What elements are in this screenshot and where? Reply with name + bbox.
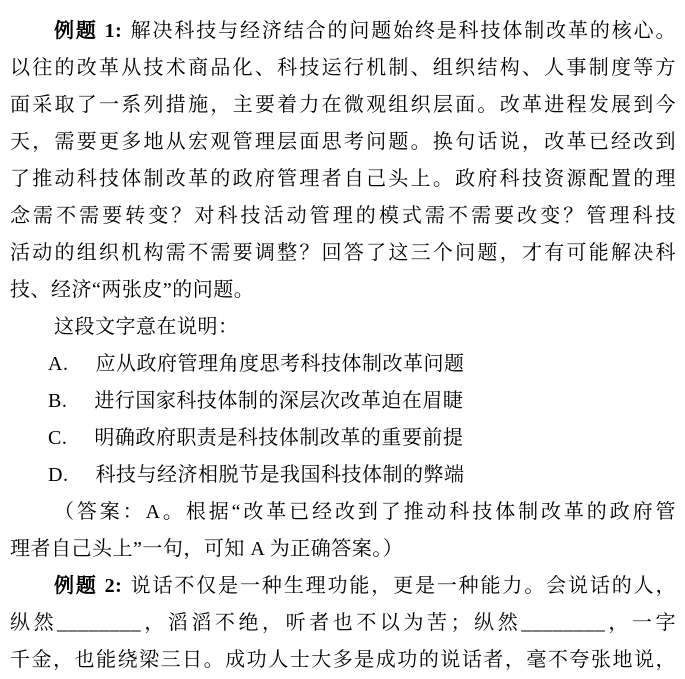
example1-body-line: 活动的组织机构需不需要调整？回答了这三个问题，才有可能解决科 xyxy=(10,242,676,264)
option-c-letter: C. xyxy=(48,427,68,449)
example2-opening-text: 说话不仅是一种生理功能，更是一种能力。会说话的人， xyxy=(129,575,676,597)
option-a-text: 应从政府管理角度思考科技体制改革问题 xyxy=(95,353,465,375)
answer-explanation-line: （答案：A。根据“改革已经改到了推动科技体制改革的政府管 xyxy=(54,501,676,523)
example1-label: 例题 1: xyxy=(54,20,123,42)
option-b-text: 进行国家科技体制的深层次改革迫在眉睫 xyxy=(94,390,464,412)
example1-body-line: 了推动科技体制改革的政府管理者自己头上。政府科技资源配置的理 xyxy=(10,168,676,190)
example1-body-line: 念需不需要转变？对科技活动管理的模式需不需要改变？管理科技 xyxy=(10,205,676,227)
example1-body-line: 以往的改革从技术商品化、科技运行机制、组织结构、人事制度等方 xyxy=(10,57,676,79)
option-a-line xyxy=(10,346,676,383)
option-d-letter: D. xyxy=(48,464,69,486)
answer-explanation-last-line: 理者自己头上”一句，可知 A 为正确答案。） xyxy=(10,538,404,560)
example2-label: 例题 2: xyxy=(54,575,123,597)
option-d-text: 科技与经济相脱节是我国科技体制的弊端 xyxy=(95,464,465,486)
example1-body-last-line: 技、经济“两张皮”的问题。 xyxy=(10,279,255,301)
example1-body-line: 面采取了一系列措施，主要着力在微观组织层面。改革进程发展到今 xyxy=(10,94,676,116)
example2-body-line: 纵然________，滔滔不绝，听者也不以为苦；纵然________，一字 xyxy=(10,612,676,634)
example1-opening-text: 解决科技与经济结合的问题始终是科技体制改革的核心。 xyxy=(129,20,676,42)
option-a-letter: A. xyxy=(48,353,69,375)
example1-opening-line xyxy=(10,13,676,50)
question-prompt: 这段文字意在说明： xyxy=(54,316,239,338)
option-b-letter: B. xyxy=(48,390,68,412)
example2-body-line: 千金，也能绕梁三日。成功人士大多是成功的说话者，毫不夸张地说， xyxy=(10,649,676,671)
option-b-line xyxy=(10,383,676,420)
example1-body-line: 天，需要更多地从宏观管理层面思考问题。换句话说，改革已经改到 xyxy=(10,131,676,153)
option-d-line xyxy=(10,457,676,494)
option-c-text: 明确政府职责是科技体制改革的重要前提 xyxy=(94,427,464,449)
example2-opening-line xyxy=(10,568,676,605)
option-c-line xyxy=(10,420,676,457)
